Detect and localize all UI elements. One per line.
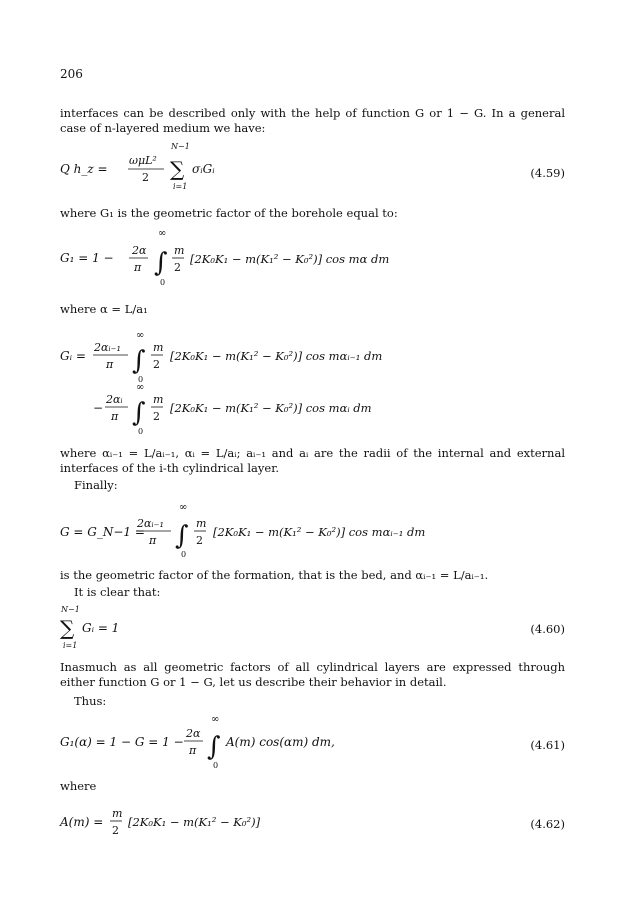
page-number: 206 [60, 67, 83, 81]
eqgi-integral-1: ∫ [132, 346, 146, 376]
paragraph-thus: Thus: [74, 694, 107, 708]
eq462-body: [2K₀K₁ − m(K₁² − K₀²)] [128, 815, 261, 829]
equation-g [60, 502, 510, 560]
eq461-int-top: ∞ [211, 714, 220, 725]
eqgi-den2: π [111, 410, 119, 423]
paragraph-alpha: where α = L/a₁ [60, 302, 148, 316]
eqgi-minus: − [93, 401, 104, 415]
eqgi-frac-den-2: 2 [153, 410, 160, 423]
eq459-sum-top: N−1 [171, 142, 190, 151]
eq459-lhs: Q h_z = [60, 162, 108, 176]
eq459-sum-bot: i=1 [173, 182, 188, 191]
equation-number-4-60: (4.60) [530, 622, 565, 636]
equation-gi [60, 330, 480, 438]
eqgi-int-bot-2: 0 [138, 427, 144, 436]
eqg1-den: π [134, 261, 142, 274]
eqgi-int-bot-1: 0 [138, 375, 144, 384]
paragraph-borehole: where G₁ is the geometric factor of the borehole equal to: [60, 206, 398, 220]
paragraph-clear: It is clear that: [74, 585, 161, 599]
eqgi-num1: 2αᵢ₋₁ [94, 341, 121, 354]
eqg1-num: 2α [132, 244, 147, 257]
eqg1-frac-den: 2 [174, 261, 181, 274]
eqg-frac-den: 2 [196, 534, 203, 547]
eqgi-body1: [2K₀K₁ − m(K₁² − K₀²)] cos mαᵢ₋₁ dm [170, 349, 383, 363]
eqg-int-top: ∞ [179, 502, 188, 513]
eqg-body: [2K₀K₁ − m(K₁² − K₀²)] cos mαᵢ₋₁ dm [213, 525, 426, 539]
eq459-body: σᵢGᵢ [192, 162, 215, 176]
paragraph-radii: where αᵢ₋₁ = L/aᵢ₋₁, αᵢ = L/aᵢ; aᵢ₋₁ and aᵢ are the radii of the internal and external interfaces of the i-th cylindrical layer. [60, 446, 565, 475]
eqg-den: π [149, 534, 157, 547]
eq462-den: 2 [112, 824, 119, 837]
eqgi-den1: π [106, 358, 114, 371]
eq460-sum-top: N−1 [61, 605, 80, 614]
eqgi-body2: [2K₀K₁ − m(K₁² − K₀²)] cos mαᵢ dm [170, 401, 372, 415]
eq461-den: π [189, 744, 197, 757]
eq459-num: ωμL² [129, 154, 157, 167]
eq461-body: A(m) cos(αm) dm, [226, 735, 335, 749]
paragraph-where: where [60, 779, 97, 793]
equation-number-4-62: (4.62) [530, 817, 565, 831]
eqgi-num2: 2αᵢ [106, 393, 123, 406]
eq459-sigma: ∑ [170, 157, 185, 181]
eqg-lhs: G = G_N−1 = [60, 525, 145, 539]
eq461-num: 2α [186, 727, 201, 740]
eqgi-integral-2: ∫ [132, 398, 146, 428]
eqg1-frac-num: m [174, 244, 185, 257]
eqgi-int-top-1: ∞ [136, 330, 145, 341]
equation-number-4-59: (4.59) [530, 166, 565, 180]
eqg-frac-num: m [196, 517, 207, 530]
paragraph-intro: interfaces can be described only with the help of function G or 1 − G. In a general case of n-layered medium we have: [60, 106, 565, 135]
eqgi-int-top-2: ∞ [136, 382, 145, 393]
eqgi-lhs: Gᵢ = [60, 349, 86, 363]
eq462-num: m [112, 807, 123, 820]
eq461-lhs: G₁(α) = 1 − G = 1 − [60, 735, 184, 749]
eqg-num: 2αᵢ₋₁ [137, 517, 164, 530]
paragraph-inasmuch: Inasmuch as all geometric factors of all cylindrical layers are expressed through either function G or 1 − G, let us describe their behavior in detail. [60, 660, 565, 689]
eqgi-frac-num-2: m [153, 393, 164, 406]
eqgi-frac-den-1: 2 [153, 358, 160, 371]
equation-4-60 [60, 604, 180, 652]
equation-g1 [60, 227, 460, 289]
eqg1-body: [2K₀K₁ − m(K₁² − K₀²)] cos mα dm [190, 252, 390, 266]
eqg-int-bot: 0 [181, 550, 187, 559]
paragraph-finally: Finally: [74, 478, 118, 492]
eqg1-int-bot: 0 [160, 278, 166, 287]
equation-number-4-61: (4.61) [530, 738, 565, 752]
eqg1-lhs: G₁ = 1 − [60, 251, 114, 265]
eq461-integral: ∫ [207, 732, 221, 762]
eq461-int-bot: 0 [213, 761, 219, 770]
eq460-sum-bot: i=1 [63, 641, 78, 650]
eqg-integral: ∫ [175, 521, 189, 551]
equation-4-59 [60, 143, 280, 193]
eqgi-frac-num-1: m [153, 341, 164, 354]
equation-4-62 [60, 804, 360, 846]
equation-4-61 [60, 714, 380, 772]
eq459-den: 2 [142, 171, 149, 184]
eq460-body: Gᵢ = 1 [82, 621, 120, 635]
eq460-sigma: ∑ [60, 616, 75, 640]
eqg1-int-top: ∞ [158, 228, 167, 239]
eqg1-integral: ∫ [154, 248, 168, 278]
paragraph-formation: is the geometric factor of the formation, that is the bed, and αᵢ₋₁ = L/aᵢ₋₁. [60, 568, 489, 582]
eq462-lhs: A(m) = [60, 815, 104, 829]
